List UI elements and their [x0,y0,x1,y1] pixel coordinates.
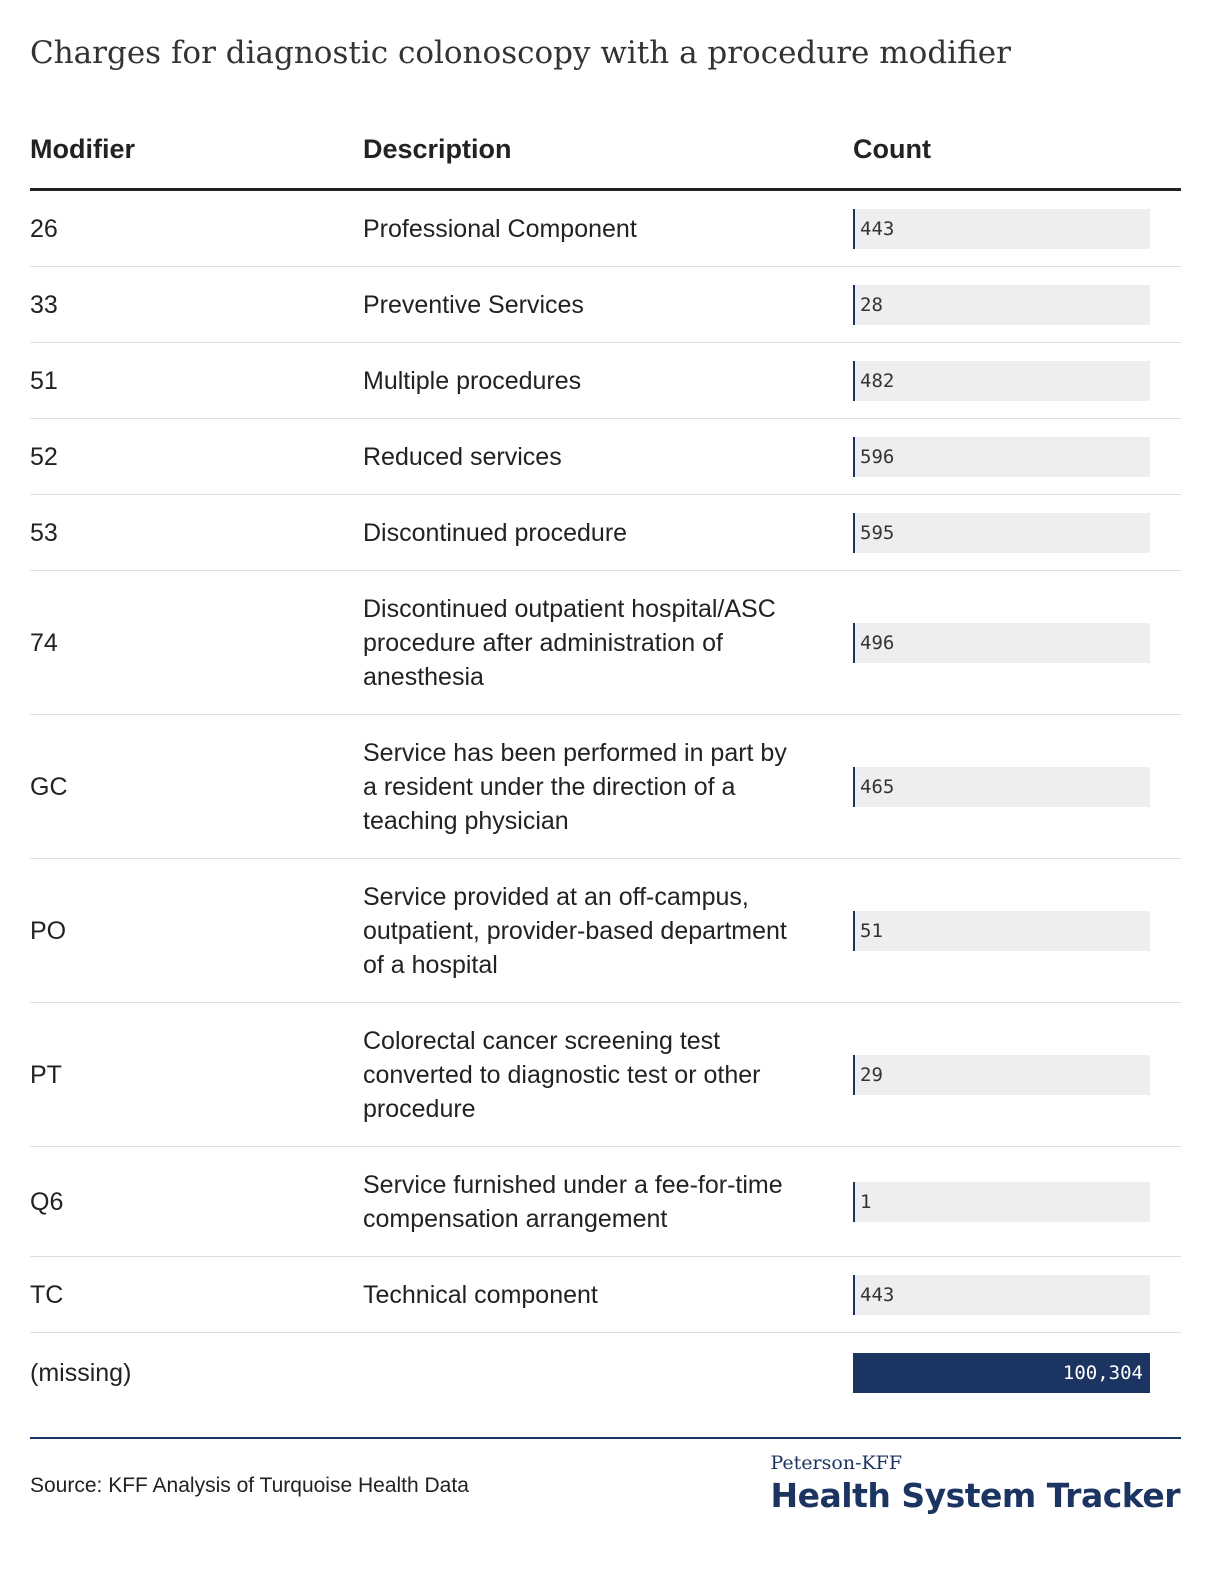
count-value-label: 443 [860,1283,895,1306]
count-bar-track [853,767,1150,807]
count-bar [853,1275,855,1315]
modifier-cell: (missing) [30,1359,132,1387]
modifier-cell: 74 [30,628,58,657]
modifier-cell: TC [30,1280,64,1309]
logo-wordmark-top: Peterson-KFF [770,1452,903,1474]
table-row [30,1333,1181,1413]
count-bar-track [853,1055,1150,1095]
table-row [30,1257,1181,1333]
description-cell: Preventive Services [363,290,584,319]
modifier-cell: GC [30,772,68,801]
count-bar [853,911,855,951]
count-cell [853,419,1150,494]
description-cell: Discontinued procedure [363,518,628,547]
modifier-cell: PO [30,916,67,945]
footer-divider [30,1437,1181,1439]
count-value-label: 465 [860,775,895,798]
chart-title: Charges for diagnostic colonoscopy with a procedure modifier [30,35,1011,71]
table-row [30,571,1181,715]
table-row [30,715,1181,859]
count-bar [853,767,855,807]
count-value-label: 443 [860,217,895,240]
count-value-label: 1 [860,1190,872,1213]
modifier-cell: Q6 [30,1187,64,1216]
modifier-cell: 26 [30,214,58,243]
table-header [30,118,1181,191]
count-bar-track [853,1275,1150,1315]
description-cell: Discontinued outpatient hospital/ASC procedure after administration of anesthesia [363,594,776,691]
count-cell [853,191,1150,266]
count-value-label: 482 [860,369,895,392]
count-value-label: 496 [860,631,895,654]
count-bar-track [853,623,1150,663]
count-cell [853,1147,1150,1256]
description-cell: Technical component [363,1280,598,1309]
count-value-label: 51 [860,919,883,942]
count-bar-track [853,513,1150,553]
description-cell: Colorectal cancer screening test converted to diagnostic test or other procedure [363,1026,761,1123]
count-bar-track [853,437,1150,477]
column-header-modifier[interactable]: Modifier [30,134,135,164]
count-cell [853,267,1150,342]
count-bar [853,285,855,325]
count-bar-track [853,361,1150,401]
count-bar-track [853,1353,1150,1393]
table-row [30,859,1181,1003]
table-row [30,1003,1181,1147]
data-table [30,118,1181,1413]
count-cell [853,495,1150,570]
count-cell [853,715,1150,858]
modifier-cell: 33 [30,290,58,319]
count-cell [853,571,1150,714]
table-body [30,191,1181,1413]
table-row [30,267,1181,343]
table-row [30,419,1181,495]
table-row [30,495,1181,571]
description-cell: Professional Component [363,214,637,243]
description-cell [363,1333,803,1413]
count-bar [853,623,855,663]
description-cell: Service has been performed in part by a resident under the direction of a teaching physician [363,738,787,835]
count-bar [853,513,855,553]
count-bar-track [853,1182,1150,1222]
count-bar-track [853,209,1150,249]
column-header-description[interactable]: Description [363,134,512,164]
description-cell: Reduced services [363,442,562,471]
count-value-label: 29 [860,1063,883,1086]
health-system-tracker-logo [771,1452,1181,1518]
count-bar-track [853,285,1150,325]
description-cell: Service provided at an off-campus, outpatient, provider-based department of a hospital [363,882,787,979]
modifier-cell: 51 [30,366,58,395]
count-bar [853,361,855,401]
count-cell [853,859,1150,1002]
modifier-cell: 53 [30,518,58,547]
count-bar [853,437,855,477]
count-cell [853,1257,1150,1332]
count-value-label: 100,304 [1062,1362,1143,1384]
count-bar [853,1055,855,1095]
count-bar [853,1182,855,1222]
logo-wordmark-main: Health System Tracker [770,1476,1180,1515]
count-cell [853,343,1150,418]
table-row [30,343,1181,419]
description-cell: Service furnished under a fee-for-time compensation arrangement [363,1170,783,1233]
count-cell [853,1333,1150,1413]
source-note: Source: KFF Analysis of Turquoise Health Data [30,1474,469,1497]
count-bar [853,209,855,249]
count-value-label: 595 [860,521,895,544]
count-value-label: 596 [860,445,895,468]
modifier-cell: 52 [30,442,58,471]
count-bar-track [853,911,1150,951]
count-cell [853,1003,1150,1146]
column-header-count[interactable]: Count [853,134,931,164]
table-row [30,1147,1181,1257]
count-value-label: 28 [860,293,883,316]
table-row [30,191,1181,267]
description-cell: Multiple procedures [363,366,582,395]
modifier-cell: PT [30,1060,62,1089]
